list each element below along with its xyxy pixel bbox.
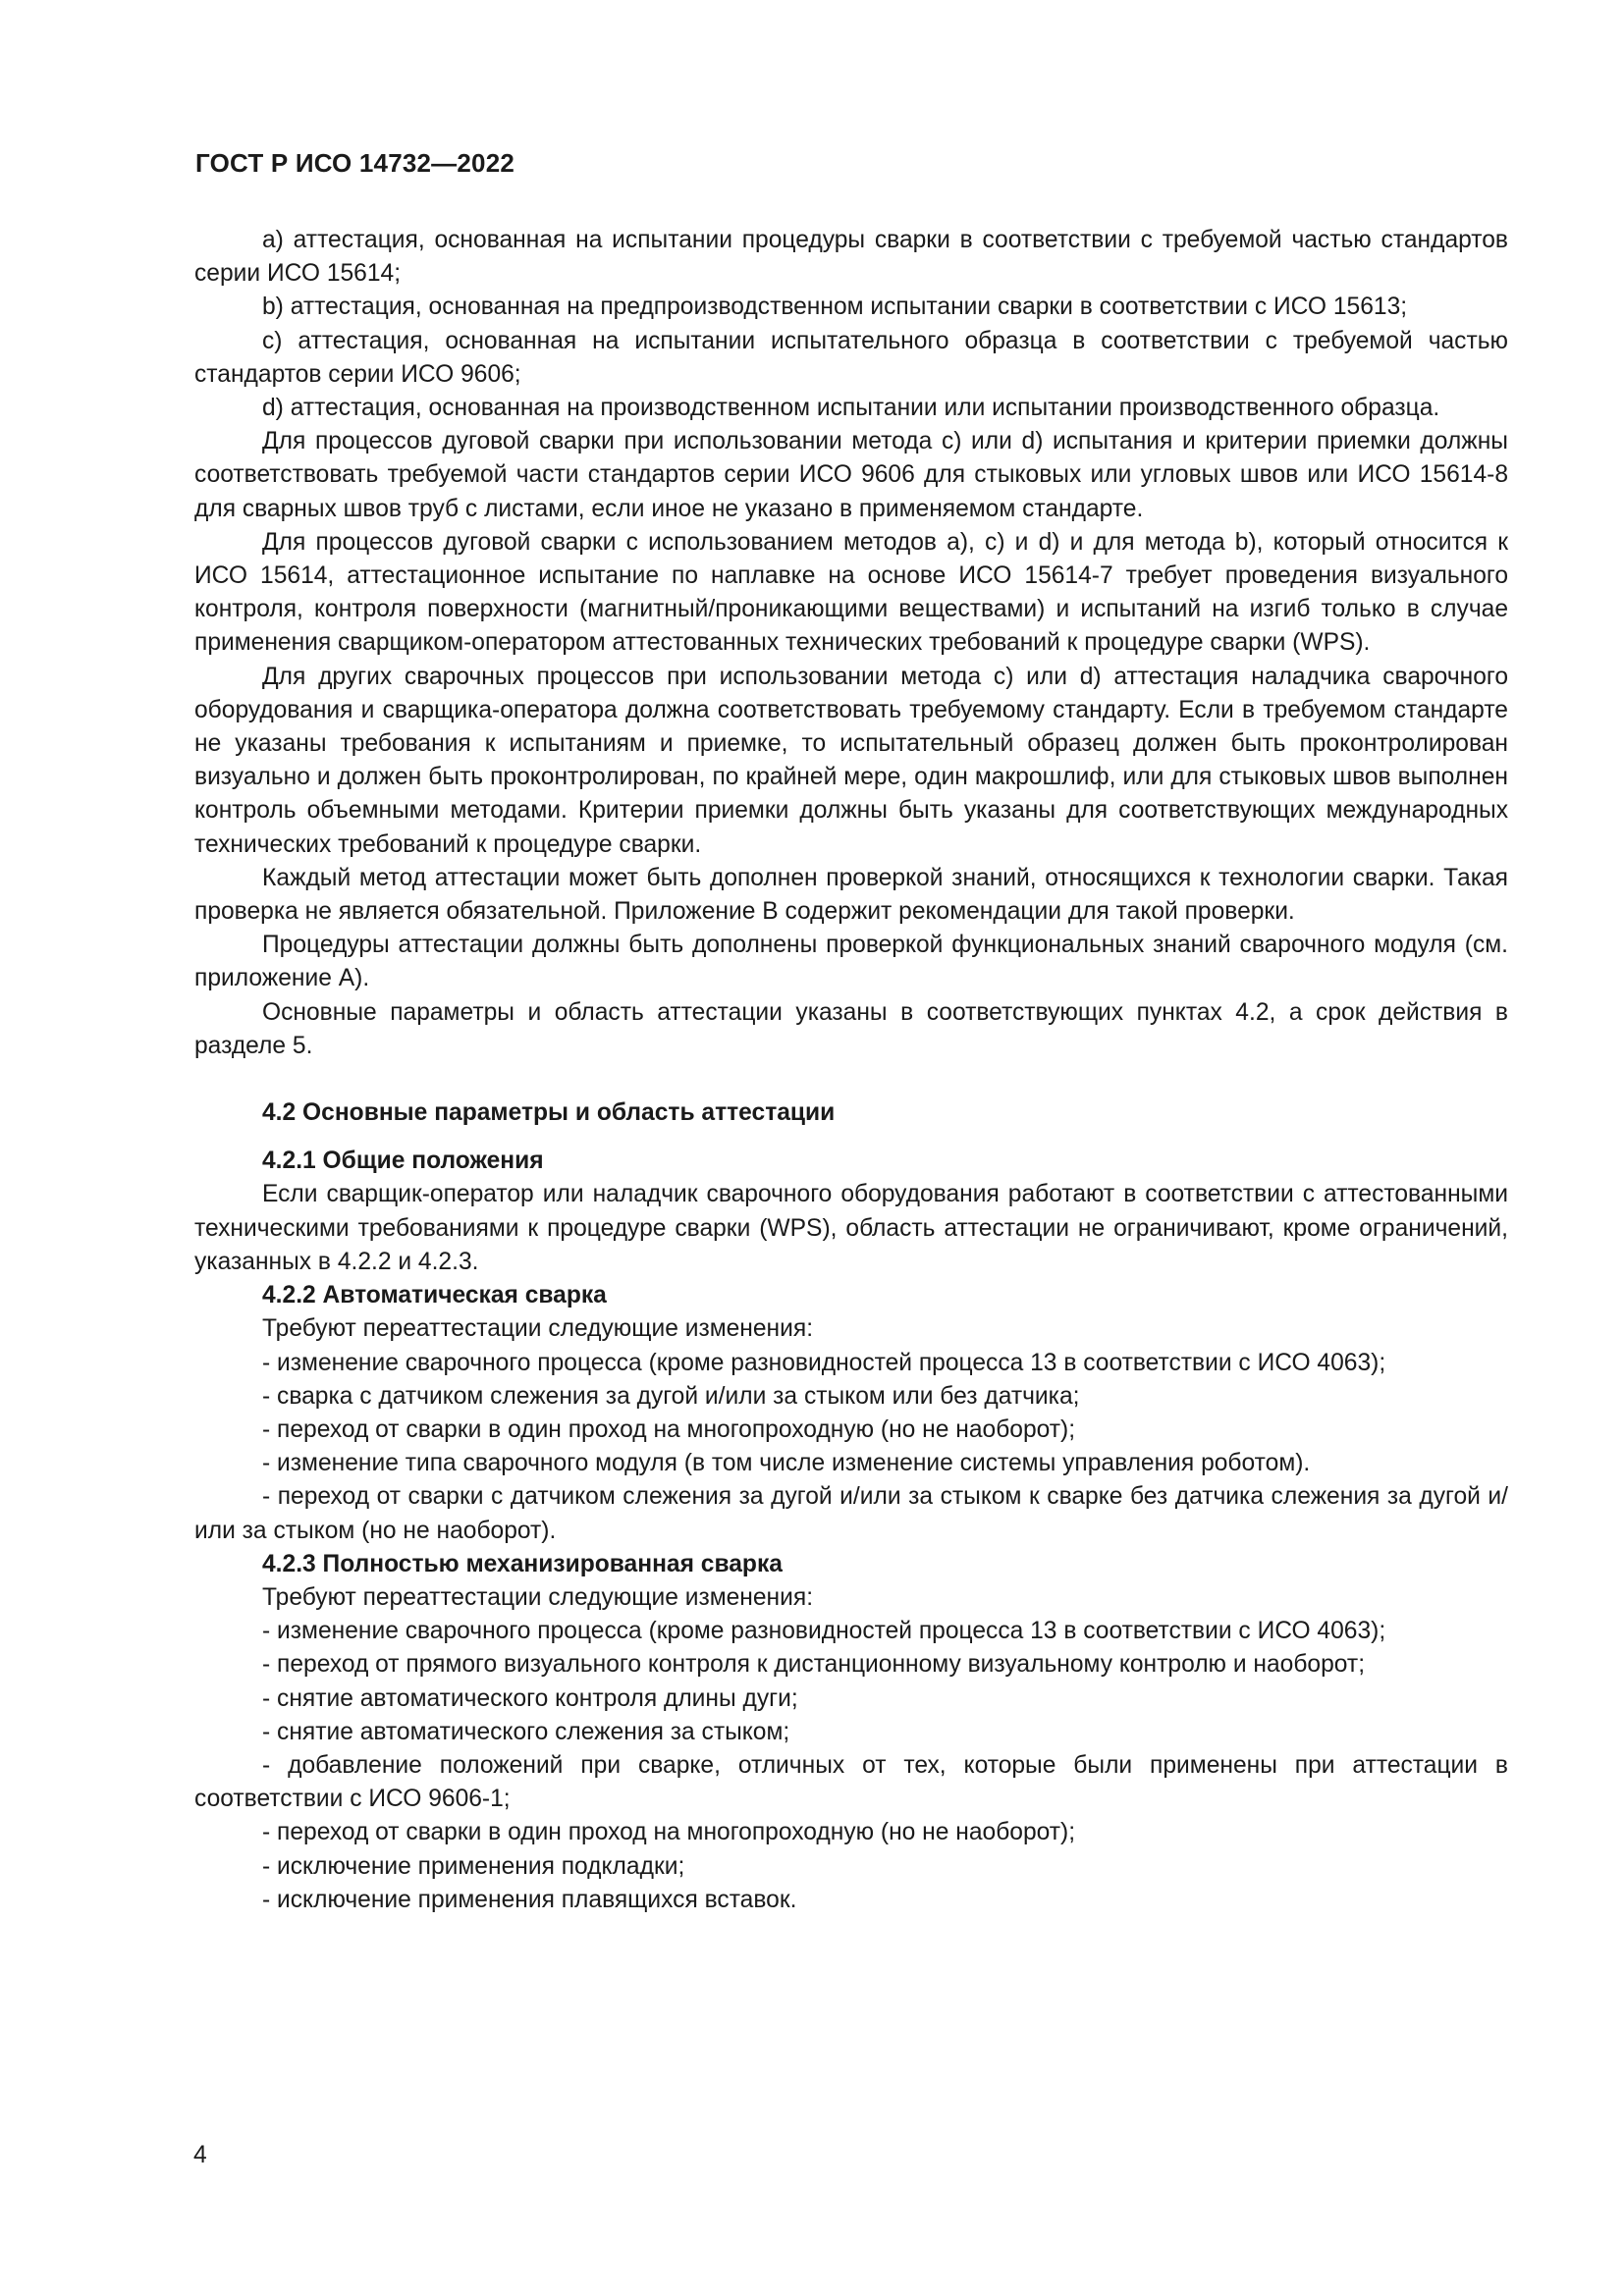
- list-item: - снятие автоматического слежения за стыком;: [262, 1718, 790, 1745]
- list-item: - сварка с датчиком слежения за дугой и/или за стыком или без датчика;: [262, 1382, 1080, 1410]
- list-item: - снятие автоматического контроля длины дуги;: [262, 1684, 798, 1712]
- paragraph-arc-welding-cd: Для процессов дуговой сварки при использовании метода c) или d) испытания и критерии приемки должны соответствовать требуемой части стандартов серии ИСО 9606 для стыковых или угловых швов или ИСО 15614-8 для сварных швов труб с листами, если иное не указано в применяемом стандарте.: [194, 428, 1508, 522]
- paragraph-functional-knowledge: Процедуры аттестации должны быть дополнены проверкой функциональных знаний сварочного модуля (см. приложение А).: [194, 932, 1508, 992]
- list-item: - изменение сварочного процесса (кроме разновидностей процесса 13 в соответствии с ИСО 4063);: [262, 1349, 1386, 1376]
- paragraph-method-c: c) аттестация, основанная на испытании испытательного образца в соответствии с требуемой частью стандартов серии ИСО 9606;: [194, 327, 1508, 388]
- paragraph-method-d: d) аттестация, основанная на производственном испытании или испытании производственного образца.: [262, 395, 1440, 422]
- list-item: - переход от сварки в один проход на многопроходную (но не наоборот);: [262, 1819, 1076, 1846]
- subsection-heading-4-2-1: 4.2.1 Общие положения: [262, 1148, 544, 1175]
- page-number: 4: [193, 2142, 207, 2168]
- list-item: - переход от сварки с датчиком слежения за дугой и/или за стыком к сварке без датчика слежения за дугой и/или за стыком (но не наоборот).: [194, 1483, 1508, 1544]
- paragraph-essential-variables: Основные параметры и область аттестации указаны в соответствующих пунктах 4.2, а срок действия в разделе 5.: [194, 998, 1508, 1059]
- paragraph-4-2-3-intro: Требуют переаттестации следующие изменения:: [262, 1583, 814, 1611]
- list-item: - исключение применения подкладки;: [262, 1852, 685, 1880]
- paragraph-method-a: a) аттестация, основанная на испытании процедуры сварки в соответствии с требуемой частью стандартов серии ИСО 15614;: [194, 227, 1508, 288]
- paragraph-arc-welding-abcd: Для процессов дуговой сварки с использованием методов a), c) и d) и для метода b), который относится к ИСО 15614, аттестационное испытание по наплавке на основе ИСО 15614-7 требует проведения визуального контроля, контроля поверхности (магнитный/проникающими веществами) и испытаний на изгиб только в случае применения сварщиком-оператором аттестованных технических требований к процедуре сварки (WPS).: [194, 528, 1508, 657]
- list-item: - исключение применения плавящихся вставок.: [262, 1886, 797, 1913]
- paragraph-other-processes: Для других сварочных процессов при использовании метода c) или d) аттестация наладчика сварочного оборудования и сварщика-оператора должна соответствовать требуемому стандарту. Если в требуемом стандарте не указаны требования к испытаниям и приемке, то испытательный образец должен быть проконтролирован визуально и должен быть проконтролирован, по крайней мере, один макрошлиф, или для стыковых швов выполнен контроль объемными методами. Критерии приемки должны быть указаны для соответствующих международных технических требований к процедуре сварки.: [194, 663, 1508, 858]
- paragraph-4-2-1: Если сварщик-оператор или наладчик сварочного оборудования работают в соответствии с аттестованными техническими требованиями к процедуре сварки (WPS), область аттестации не ограничивают, кроме ограничений, указанных в 4.2.2 и 4.2.3.: [194, 1181, 1508, 1275]
- document-body: [194, 224, 1508, 1917]
- section-heading-4-2: 4.2 Основные параметры и область аттестации: [262, 1099, 836, 1127]
- paragraph-4-2-2-intro: Требуют переаттестации следующие изменения:: [262, 1315, 814, 1343]
- subsection-heading-4-2-3: 4.2.3 Полностью механизированная сварка: [262, 1550, 783, 1577]
- paragraph-method-b: b) аттестация, основанная на предпроизводственном испытании сварки в соответствии с ИСО 15613;: [262, 294, 1408, 321]
- list-item: - переход от сварки в один проход на многопроходную (но не наоборот);: [262, 1415, 1076, 1443]
- subsection-heading-4-2-2: 4.2.2 Автоматическая сварка: [262, 1282, 607, 1309]
- list-item: - переход от прямого визуального контроля к дистанционному визуальному контролю и наоборот;: [262, 1651, 1366, 1679]
- paragraph-knowledge-test: Каждый метод аттестации может быть дополнен проверкой знаний, относящихся к технологии сварки. Такая проверка не является обязательной. Приложение В содержит рекомендации для такой проверки.: [194, 864, 1508, 926]
- document-code: ГОСТ Р ИСО 14732—2022: [195, 148, 515, 178]
- list-item: - изменение типа сварочного модуля (в том числе изменение системы управления роботом).: [262, 1450, 1311, 1477]
- list-item: - добавление положений при сварке, отличных от тех, которые были применены при аттестации в соответствии с ИСО 9606-1;: [194, 1751, 1508, 1813]
- list-item: - изменение сварочного процесса (кроме разновидностей процесса 13 в соответствии с ИСО 4063);: [262, 1618, 1386, 1645]
